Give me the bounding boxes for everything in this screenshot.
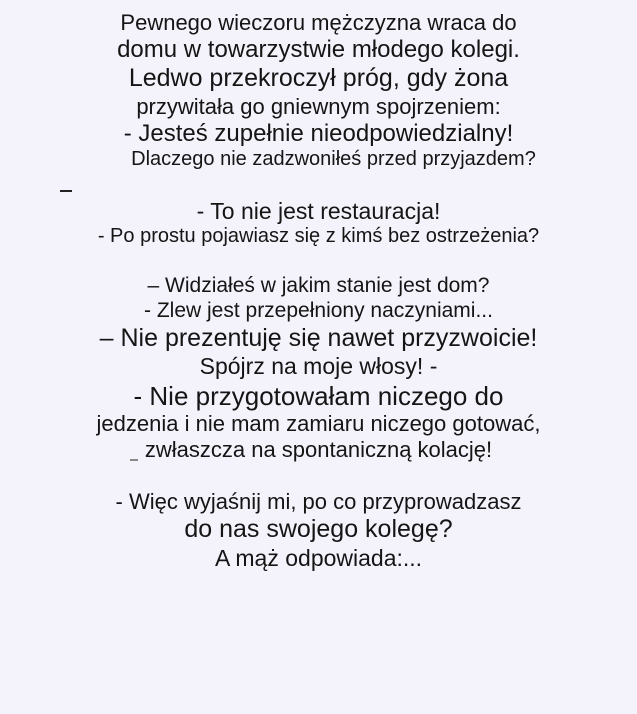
text-line-6: Dlaczego nie zadzwoniłeś przed przyjazdem?: [131, 148, 536, 171]
text-line-18: A mąż odpowiada:...: [214, 544, 423, 571]
text-line-11: – Nie prezentuję się nawet przyzwoicie!: [99, 323, 538, 352]
text-line-16: - Więc wyjaśnij mi, po co przyprowadzasz: [115, 489, 522, 515]
text-line-15: zwłaszcza na spontaniczną kolację!: [144, 437, 493, 463]
stray-dash-mark: [60, 190, 72, 192]
text-line-10: - Zlew jest przepełniony naczyniami...: [144, 299, 493, 323]
text-line-7: - To nie jest restauracja!: [196, 197, 441, 224]
stray-dash-mark-2: [130, 459, 138, 461]
text-line-4: przywitała go gniewnym spojrzeniem:: [136, 93, 501, 119]
text-line-12: Spójrz na moje włosy! -: [199, 353, 438, 380]
text-line-9: – Widziałeś w jakim stanie jest dom?: [147, 274, 490, 298]
text-line-2: domu w towarzystwie młodego kolegi.: [117, 35, 520, 63]
text-line-3: Ledwo przekroczył próg, gdy żona: [128, 64, 509, 93]
text-line-14: jedzenia i nie mam zamiaru niczego gotować,: [96, 411, 541, 437]
text-line-17: do nas swojego kolegę?: [184, 515, 453, 544]
text-line-5: - Jesteś zupełnie nieodpowiedzialny!: [123, 119, 514, 147]
text-line-13: - Nie przygotowałam niczego do: [133, 380, 504, 411]
text-line-1: Pewnego wieczoru mężczyzna wraca do: [120, 10, 517, 35]
text-line-8: - Po prostu pojawiasz się z kimś bez ostrzeżenia?: [97, 224, 540, 247]
